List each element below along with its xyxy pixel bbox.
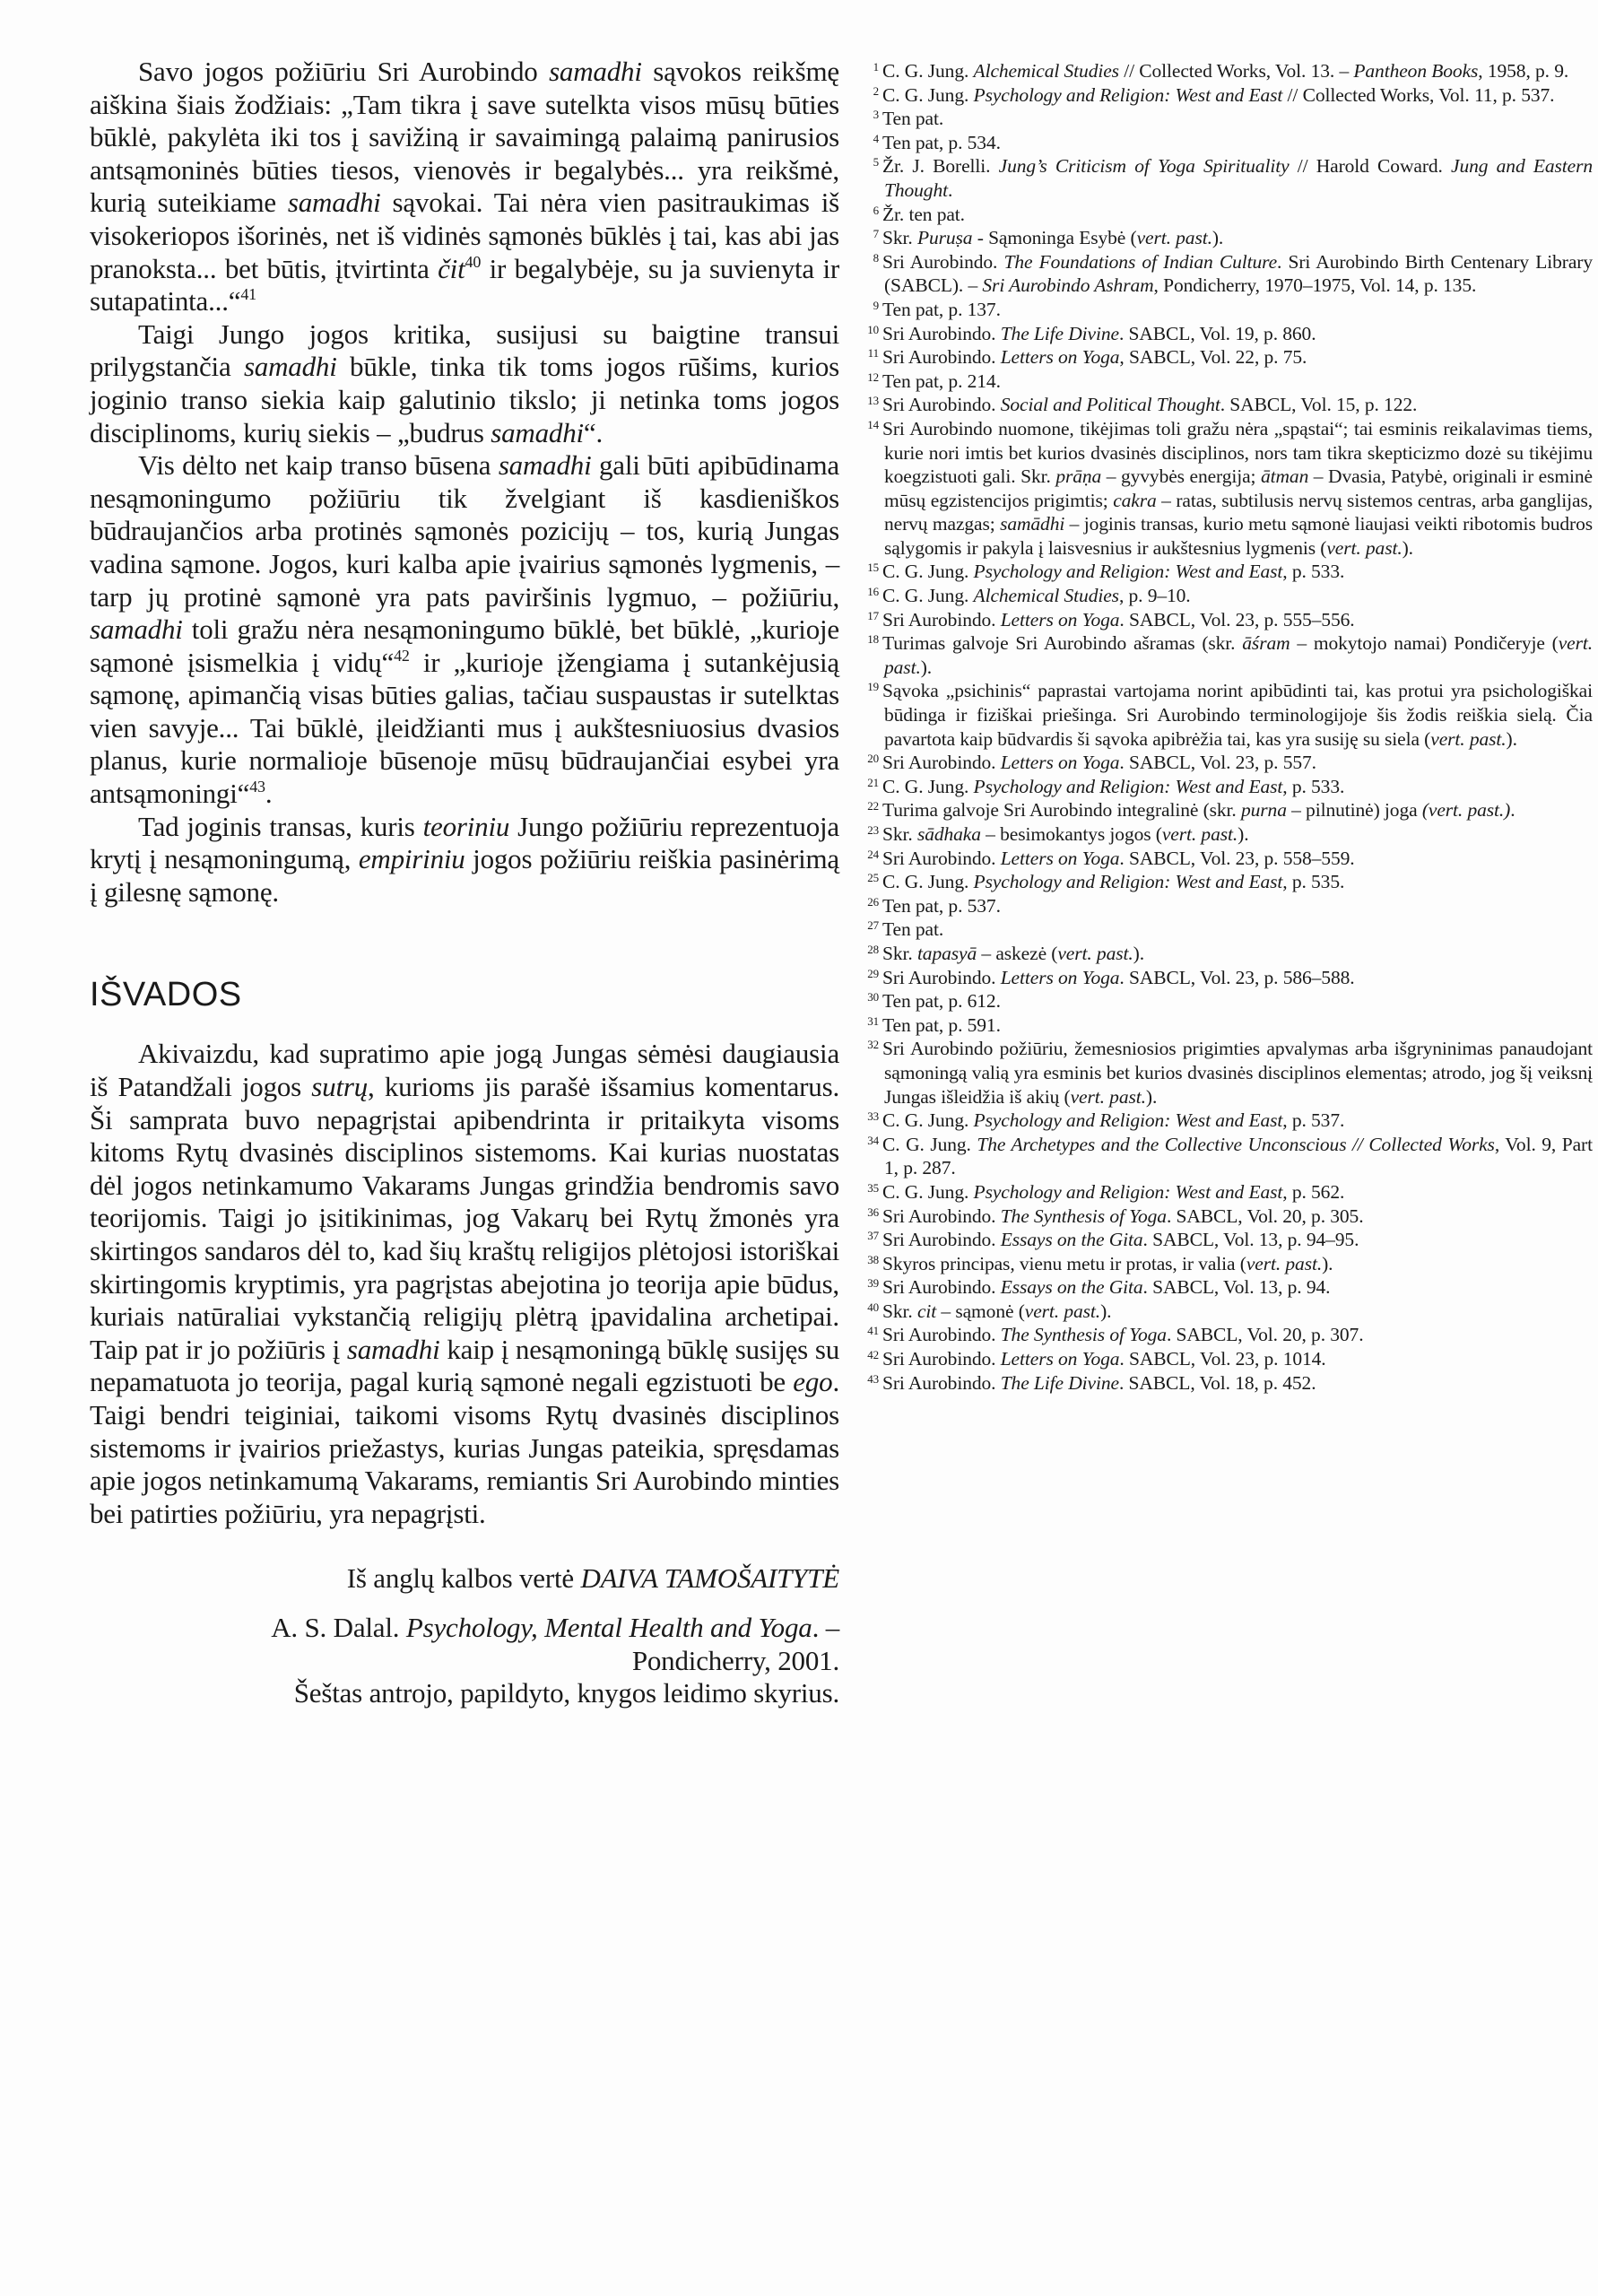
footnote-item: $^{41}$ Sri Aurobindo. The Synthesis of Yoga. SABCL, Vol. 20, p. 307. <box>867 1324 1364 1346</box>
text-run: // Collected Works, Vol. 13. – <box>1118 60 1354 82</box>
text-run: C. G. Jung. <box>882 871 974 893</box>
translator-credit <box>90 1562 839 1596</box>
footnote-item: $^8$ Sri Aurobindo. The Foundations of Indian Culture. Sri Aurobindo Birth Centenary Library (SABCL). – Sri Aurobindo Ashram, Pondicherry, 1970–1975, Vol. 14, p. 135. <box>873 250 1593 297</box>
footnote-item: $^{11}$ Sri Aurobindo. Letters on Yoga, SABCL, Vol. 22, p. 75. <box>867 346 1307 369</box>
italic-term: teoriniu <box>422 810 510 842</box>
text-run: Sri Aurobindo. <box>882 966 1001 988</box>
text-run: Turimas galvoje Sri Aurobindo ašramas (skr. <box>882 632 1243 655</box>
italic-term: āśram <box>1242 632 1290 655</box>
text-run: Sri Aurobindo. <box>882 1371 1001 1394</box>
footnote-item: $^{15}$ C. G. Jung. Psychology and Religion: West and East, p. 533. <box>867 561 1345 583</box>
text-run: ir begalybėje, su ja suvienyta ir sutapatinta...“ <box>90 252 839 317</box>
text-run: Sri Aurobindo požiūriu, žemesniosios prigimties apvalymas arba išgryninimas panaudojant sąmoningą valią yra esminis bet kurios dvasinės disciplinos elementas; atrodo, jog šį veiksnį Jungas išleidžia iš akių ( <box>882 1038 1593 1108</box>
text-run: C. G. Jung. <box>882 561 974 583</box>
footnote-item: $^{24}$ Sri Aurobindo. Letters on Yoga. SABCL, Vol. 23, p. 558–559. <box>867 847 1355 869</box>
footnote-item: $^{16}$ C. G. Jung. Alchemical Studies, p. 9–10. <box>867 585 1191 607</box>
italic-term: sutrų <box>311 1071 369 1103</box>
text-run: Ten pat, p. 591. <box>882 1013 1001 1036</box>
text-run: C. G. Jung. <box>882 1109 974 1132</box>
text-run: . SABCL, Vol. 19, p. 860. <box>1118 322 1316 344</box>
footnote-item: $^{26}$ Ten pat, p. 537. <box>867 894 1001 917</box>
italic-term: (vert. past.) <box>1421 799 1511 822</box>
text-run: C. G. Jung. <box>882 83 974 106</box>
text-run: Sri Aurobindo. <box>882 1348 1001 1370</box>
text-run: Sri Aurobindo. <box>882 394 1001 416</box>
footnote-item: $^{28}$ Skr. tapasyā – askezė (vert. past.). <box>867 942 1144 964</box>
text-run: . SABCL, Vol. 23, p. 586–588. <box>1119 966 1355 988</box>
italic-term: samadhi <box>549 56 642 87</box>
text-run: Sri Aurobindo. <box>882 1324 1001 1346</box>
text-run: , p. 537. <box>1282 1109 1345 1132</box>
text-run: C. G. Jung. <box>882 1180 974 1203</box>
footnote-item: $^3$ Ten pat. <box>873 108 944 130</box>
text-run: Skr. <box>882 1300 917 1322</box>
text-run: ). <box>1100 1300 1112 1322</box>
italic-term: The Life Divine <box>1000 322 1119 344</box>
footnote-item: $^{43}$ Sri Aurobindo. The Life Divine. SABCL, Vol. 18, p. 452. <box>867 1371 1316 1394</box>
footnote-item: $^{34}$ C. G. Jung. The Archetypes and the Collective Unconscious // Collected Works, Vol. 9, Part 1, p. 287. <box>867 1133 1593 1179</box>
text-run: Sri Aurobindo. <box>882 322 1001 344</box>
footnote-item: $^{30}$ Ten pat, p. 612. <box>867 990 1001 1013</box>
source-suffix: . – <box>812 1611 839 1643</box>
italic-term: vert. past. <box>1246 1252 1323 1274</box>
text-run: Sri Aurobindo. <box>882 1229 1001 1251</box>
italic-term: Jung and Eastern Thought <box>884 155 1593 201</box>
italic-term: Essays on the Gita <box>1000 1276 1143 1299</box>
text-run: ). <box>1133 942 1144 964</box>
italic-term: Letters on Yoga <box>1000 847 1120 869</box>
italic-term: Alchemical Studies <box>973 60 1119 82</box>
footnote-item: $^{42}$ Sri Aurobindo. Letters on Yoga. SABCL, Vol. 23, p. 1014. <box>867 1348 1326 1370</box>
text-run: ). <box>920 656 933 678</box>
source-citation <box>90 1612 839 1645</box>
italic-term: Psychology and Religion: West and East <box>973 1180 1283 1203</box>
footnote-item: $^{13}$ Sri Aurobindo. Social and Political Thought. SABCL, Vol. 15, p. 122. <box>867 394 1418 416</box>
source-author: A. S. Dalal. <box>271 1611 406 1643</box>
text-run: Ten pat, p. 137. <box>882 298 1001 320</box>
text-run: Sri Aurobindo. <box>882 847 1001 869</box>
footnote-item: $^1$ C. G. Jung. Alchemical Studies // Collected Works, Vol. 13. – Pantheon Books, 1958, p. 9. <box>873 60 1569 82</box>
text-run: Sri Aurobindo. <box>882 1276 1001 1299</box>
footnote-item: $^4$ Ten pat, p. 534. <box>873 131 1001 153</box>
footnote-item: $^{35}$ C. G. Jung. Psychology and Religion: West and East, p. 562. <box>867 1180 1345 1203</box>
text-run: , p. 533. <box>1282 561 1345 583</box>
text-run: Ten pat, p. 537. <box>882 894 1001 917</box>
text-run: “. <box>583 416 604 448</box>
text-run: , p. 9–10. <box>1118 585 1191 607</box>
text-run: C. G. Jung. <box>882 775 974 797</box>
credits-block <box>90 1562 839 1709</box>
text-run: ). <box>1238 823 1249 845</box>
footnote-item: $^7$ Skr. Puruṣa - Sąmoninga Esybė (vert. past.). <box>873 227 1224 249</box>
italic-term: vert. past. <box>1430 727 1507 750</box>
italic-term: Puruṣa <box>916 227 973 249</box>
italic-term: purna <box>1240 799 1287 822</box>
text-run: ir „kurioje įžengiama į sutankėjusią sąmonę, apimančią visas būties galias, tačiau suspaustas ir sutelktas vien savyje... Tai būklė, įleidžianti mus į aukštesniuosius dvasios planus, kurie normalioje būsenoje mūsų būdraujančiai esybei yra antsąmoningi“ <box>90 646 839 810</box>
text-run: Turima galvoje Sri Aurobindo integralinė (skr. <box>882 799 1241 822</box>
italic-term: Essays on the Gita <box>1000 1229 1143 1251</box>
text-run: . SABCL, Vol. 23, p. 557. <box>1119 752 1316 774</box>
italic-term: samādhi <box>1000 513 1065 535</box>
text-run: . <box>265 778 273 810</box>
text-run: – pilnutinė) joga <box>1286 799 1422 822</box>
italic-term: vert. past. <box>1326 536 1403 559</box>
text-run: – Dvasia, Patybė, originali ir esminė mūsų egzistencijos prigimtis; <box>884 465 1593 511</box>
footnote-item: $^{20}$ Sri Aurobindo. Letters on Yoga. SABCL, Vol. 23, p. 557. <box>867 752 1316 774</box>
footnote-item: $^{27}$ Ten pat. <box>867 918 944 941</box>
text-run: ). <box>1506 727 1517 750</box>
text-run: . SABCL, Vol. 18, p. 452. <box>1118 1371 1316 1394</box>
footnote-item: $^{37}$ Sri Aurobindo. Essays on the Gita. SABCL, Vol. 13, p. 94–95. <box>867 1229 1359 1251</box>
italic-term: Letters on Yoga <box>1000 608 1120 631</box>
italic-term: samadhi <box>346 1333 440 1365</box>
body-paragraph-1 <box>90 56 839 318</box>
italic-term: samadhi <box>491 416 584 448</box>
text-run: Skr. <box>882 942 917 964</box>
text-run: Sri Aurobindo. <box>882 1205 1001 1227</box>
text-run: Žr. J. Borelli. <box>882 155 999 178</box>
footnote-item: $^6$ Žr. ten pat. <box>873 203 965 225</box>
text-run: . Taigi bendri teiginiai, taikomi visoms Rytų dvasinės disciplinos sistemoms ir įvairios priežastys, kurias Jungas pateikia, spręsdamas apie jogos netinkamumą Vakarams, remiantis Sri Aurobindo minties bei patirties požiūriu, yra nepagrįsti. <box>90 1366 839 1529</box>
footnote-item: $^{10}$ Sri Aurobindo. The Life Divine. SABCL, Vol. 19, p. 860. <box>867 322 1316 344</box>
text-run: . SABCL, Vol. 13, p. 94. <box>1142 1276 1331 1299</box>
footnote-item: $^9$ Ten pat, p. 137. <box>873 298 1001 320</box>
text-run: Sri Aurobindo. <box>882 250 1004 273</box>
text-run: // Collected Works, Vol. 11, p. 537. <box>1282 83 1555 106</box>
text-run: kaip į nesąmoningą būklę susijęs su nepamatuota jo teorija, pagal kurią sąmonė negali egzistuoti be <box>90 1333 839 1398</box>
italic-term: Psychology and Religion: West and East <box>973 775 1283 797</box>
italic-term: Psychology and Religion: West and East <box>973 83 1283 106</box>
text-run: – askezė ( <box>977 942 1058 964</box>
footnote-item: $^{36}$ Sri Aurobindo. The Synthesis of Yoga. SABCL, Vol. 20, p. 305. <box>867 1205 1364 1227</box>
footnote-reference[interactable]: 40 <box>465 252 482 271</box>
text-run: jogos požiūriu reiškia pasinėrimą į gilesnę sąmonę. <box>90 843 839 908</box>
text-run: - Sąmoninga Esybė ( <box>972 227 1137 249</box>
footnote-reference[interactable]: 41 <box>240 285 256 304</box>
text-run: // Harold Coward. <box>1289 155 1452 178</box>
body-paragraph-3 <box>90 449 839 811</box>
main-text-column <box>90 56 839 1710</box>
text-run: Jungo požiūriu reprezentuoja krytį į nesąmoningumą, <box>90 810 839 875</box>
footnote-item: $^{38}$ Skyros principas, vienu metu ir protas, ir valia (vert. past.). <box>867 1252 1333 1274</box>
text-run: Ten pat. <box>882 918 944 941</box>
text-run: Sri Aurobindo nuomone, tikėjimas toli gražu nėra „spąstai“; tai esminis reikalavimas tiems, kurie nori imtis bet kurios dvasinės disciplinos, nors tam tikra skepticizmo dozė su tikėjimu koegzistuoti gali. Skr. <box>882 417 1593 488</box>
text-run: Sri Aurobindo. <box>882 608 1001 631</box>
source-title: Psychology, Mental Health and Yoga <box>405 1611 812 1643</box>
text-run: C. G. Jung. <box>882 60 974 82</box>
text-run: , Pondicherry, 1970–1975, Vol. 14, p. 135. <box>1153 274 1477 297</box>
italic-term: The Synthesis of Yoga <box>1000 1205 1167 1227</box>
footnote-item: $^5$ Žr. J. Borelli. Jung’s Criticism of Yoga Spirituality // Harold Coward. Jung and Eastern Thought. <box>873 155 1593 201</box>
text-run: , Vol. 9, Part 1, p. 287. <box>884 1133 1593 1179</box>
body-paragraph-2 <box>90 318 839 449</box>
italic-term: Letters on Yoga <box>1000 346 1120 369</box>
text-run: . Sri Aurobindo Birth Centenary Library (SABCL). – <box>884 250 1593 297</box>
italic-term: The Life Divine <box>1000 1371 1119 1394</box>
italic-term: cit <box>916 1300 937 1322</box>
text-run: Sri Aurobindo. <box>882 752 1001 774</box>
text-run: Savo jogos požiūriu Sri Aurobindo <box>138 56 550 87</box>
conclusion-paragraph <box>90 1038 839 1530</box>
text-run: sąvokos reikšmę aiškina šiais žodžiais: „Tam tikra į save sutelkta visos mūsų būties būklė, pakylėta iki tos į savižiną ir savaimingą palaimą panirusios antsąmoninės būties tiesos, vienovės ir begalybės... yra reikšmė, kurią suteikiame <box>90 56 839 219</box>
text-run: Tad joginis transas, kuris <box>138 810 423 842</box>
italic-term: Psychology and Religion: West and East <box>973 561 1283 583</box>
italic-term: cakra <box>1113 489 1157 511</box>
text-run: Skr. <box>882 227 917 249</box>
footnote-item: $^2$ C. G. Jung. Psychology and Religion: West and East // Collected Works, Vol. 11, p. 537. <box>873 83 1555 106</box>
footnote-item: $^{19}$ Sąvoka „psichinis“ paprastai vartojama norint apibūdinti tai, kas protui yra psichologiškai būdinga ir fiziškai priešinga. Sri Aurobindo terminologijoje šis žodis reiškia sielą. Čia pavartota kaip būdvardis ši sąvoka apibrėžia tai, kas yra susiję su siela (vert. past.). <box>867 680 1593 750</box>
text-run: . SABCL, Vol. 23, p. 555–556. <box>1119 608 1355 631</box>
footnote-item: $^{33}$ C. G. Jung. Psychology and Religion: West and East, p. 537. <box>867 1109 1345 1132</box>
text-run: . SABCL, Vol. 20, p. 305. <box>1166 1205 1364 1227</box>
text-run: Taigi Jungo jogos kritika, susijusi su baigtine transui prilygstančia <box>90 317 839 383</box>
italic-term: ego <box>793 1366 833 1398</box>
text-run: – besimokantys jogos ( <box>980 823 1162 845</box>
footnote-item: $^{21}$ C. G. Jung. Psychology and Religion: West and East, p. 533. <box>867 775 1345 797</box>
text-run: . SABCL, Vol. 15, p. 122. <box>1220 394 1418 416</box>
text-run: būkle, tinka tik toms jogos rūšims, kurios joginio transo siekia kaip galutinio tikslo; ji netinka toms jogos disciplinoms, kurių siekis – „budrus <box>90 351 839 448</box>
text-run: ). <box>1145 1085 1158 1108</box>
italic-term: Psychology and Religion: West and East <box>973 1109 1283 1132</box>
italic-term: The Synthesis of Yoga <box>1000 1324 1167 1346</box>
translator-label: Iš anglų kalbos vertė <box>346 1562 581 1595</box>
body-paragraph-4 <box>90 811 839 909</box>
text-run: toli gražu nėra nesąmoningumo būklė, bet būklė, „kurioje sąmonė įsismelkia į vidų“ <box>90 613 839 678</box>
text-run: ). <box>1402 536 1413 559</box>
italic-term: samadhi <box>498 449 592 482</box>
italic-term: vert. past. <box>884 632 1594 678</box>
text-run: , p. 562. <box>1282 1180 1345 1203</box>
italic-term: vert. past. <box>1024 1300 1101 1322</box>
text-run: Ten pat, p. 612. <box>882 990 1001 1013</box>
italic-term: vert. past. <box>1057 942 1133 964</box>
footnote-item: $^{29}$ Sri Aurobindo. Letters on Yoga. SABCL, Vol. 23, p. 586–588. <box>867 966 1355 988</box>
italic-term: Sri Aurobindo Ashram <box>982 274 1154 297</box>
italic-term: samadhi <box>287 187 381 219</box>
italic-term: vert. past. <box>1161 823 1238 845</box>
italic-term: Letters on Yoga <box>1000 752 1120 774</box>
footnote-item: $^{18}$ Turimas galvoje Sri Aurobindo ašramas (skr. āśram – mokytojo namai) Pondičeryje (vert. past.). <box>867 632 1594 678</box>
text-run: – gyvybės energija; <box>1101 465 1261 488</box>
text-run: . SABCL, Vol. 23, p. 558–559. <box>1119 847 1355 869</box>
footnote-reference[interactable]: 42 <box>394 646 410 665</box>
italic-term: Letters on Yoga <box>1000 1348 1120 1370</box>
text-run: Skr. <box>882 823 917 845</box>
italic-term: ātman <box>1260 465 1309 488</box>
footnote-item: $^{40}$ Skr. cit – sąmonė (vert. past.). <box>867 1300 1112 1322</box>
italic-term: vert. past. <box>1070 1085 1146 1108</box>
text-run: . <box>1510 799 1515 822</box>
footnote-item: $^{23}$ Skr. sādhaka – besimokantys jogos (vert. past.). <box>867 823 1249 845</box>
italic-term: The Archetypes and the Collective Unconscious // Collected Works <box>977 1133 1495 1155</box>
footnote-item: $^{12}$ Ten pat, p. 214. <box>867 370 1001 392</box>
text-run: , kurioms jis parašė išsamius komentarus. Ši samprata buvo nepagrįstai apibendrinta ir pritaikyta visoms kitoms Rytų dvasinės disciplinos sistemoms. Kai kurias nuostatas dėl jogos netinkamumo Vakarams Jungas grindžia bendromis savo teorijomis. Taigi jo įsitikinimas, jog Vakarų bei Rytų žmonės yra skirtingos sandaros dėl to, kad šių kraštų religijos plėtojosi istoriškai skirtingomis kryptimis, yra pagrįstas abejotina jo teorija apie būdus, kuriais natūraliai vykstančią religijų plėtrą įpavidalina archetipai. Taip pat ir jo požiūris į <box>90 1071 839 1365</box>
text-run: . <box>947 178 953 201</box>
text-run: , 1958, p. 9. <box>1478 60 1569 82</box>
italic-term: sādhaka <box>916 823 981 845</box>
italic-term: vert. past. <box>1136 227 1212 249</box>
italic-term: Pantheon Books <box>1353 60 1479 82</box>
footnote-item: $^{32}$ Sri Aurobindo požiūriu, žemesniosios prigimties apvalymas arba išgryninimas panaudojant sąmoningą valią yra esminis bet kurios dvasinės disciplinos elementas; atrodo, jog šį veiksnį Jungas išleidžia iš akių (vert. past.). <box>867 1038 1593 1108</box>
footnote-item: $^{22}$ Turima galvoje Sri Aurobindo integralinė (skr. purna – pilnutinė) joga (vert. past.). <box>867 799 1515 822</box>
italic-term: prāṇa <box>1055 465 1102 488</box>
text-run: Akivaizdu, kad supratimo apie jogą Jungas sėmėsi daugiausia iš Patandžali jogos <box>90 1038 839 1103</box>
text-run: gali būti apibūdinama nesąmoningumo požiūriu tik žvelgiant iš kasdieniškos būdraujančios arba protinės sąmonės pozicijų – tos, kurią Jungas vadina sąmone. Jogos, kuri kalba apie įvairius sąmonės lygmenis, – tarp jų protinė sąmonė yra pats paviršinis lygmuo, – požiūriu, <box>90 449 839 613</box>
text-run: Skyros principas, vienu metu ir protas, ir valia ( <box>882 1252 1246 1274</box>
text-run: ). <box>1212 227 1224 249</box>
italic-term: Psychology and Religion: West and East <box>973 871 1283 893</box>
footnote-item: $^{14}$ Sri Aurobindo nuomone, tikėjimas toli gražu nėra „spąstai“; tai esminis reikalavimas tiems, kurie nori imtis bet kurios dvasinės disciplinos, nors tam tikra skepticizmo dozė su tikėjimu koegzistuoti gali. Skr. prāṇa – gyvybės energija; ātman – Dvasia, Patybė, originali ir esminė mūsų egzistencijos prigimtis; cakra – ratas, subtilusis nervų sistemos centras, arba ganglijas, nervų mazgas; samādhi – joginis transas, kurio metu sąmonė liaujasi veikti ribotomis budros sąlygomis ir pakyla į laisvesnius ir aukštesnius lygmenis (vert. past.). <box>867 417 1593 559</box>
text-run: , p. 533. <box>1282 775 1345 797</box>
text-run: Ten pat, p. 214. <box>882 370 1001 392</box>
text-run: ). <box>1322 1252 1333 1274</box>
italic-term: The Foundations of Indian Culture <box>1003 250 1278 273</box>
italic-term: tapasyā <box>916 942 977 964</box>
italic-term: empiriniu <box>358 843 465 875</box>
italic-term: Alchemical Studies <box>973 585 1119 607</box>
text-run: – joginis transas, kurio metu sąmonė liaujasi veikti ribotomis budros sąlygomis ir pakyla į laisvesnius ir aukštesnius lygmenis ( <box>884 513 1593 559</box>
text-run: . SABCL, Vol. 23, p. 1014. <box>1119 1348 1326 1370</box>
text-run: C. G. Jung. <box>882 585 974 607</box>
text-run: – sąmonė ( <box>936 1300 1025 1322</box>
text-run: , p. 535. <box>1282 871 1345 893</box>
text-run: Vis dėlto net kaip transo būsena <box>138 449 499 482</box>
italic-term: Jung’s Criticism of Yoga Spirituality <box>998 155 1290 178</box>
italic-term: samadhi <box>90 613 183 646</box>
footnote-reference[interactable]: 43 <box>249 778 265 796</box>
source-note: Šeštas antrojo, papildyto, knygos leidimo skyrius. <box>293 1677 839 1709</box>
italic-term: Letters on Yoga <box>1000 966 1120 988</box>
text-run: . SABCL, Vol. 13, p. 94–95. <box>1142 1229 1359 1251</box>
text-run: Sri Aurobindo. <box>882 346 1001 369</box>
footnote-item: $^{17}$ Sri Aurobindo. Letters on Yoga. SABCL, Vol. 23, p. 555–556. <box>867 608 1355 631</box>
text-run: Sąvoka „psichinis“ paprastai vartojama norint apibūdinti tai, kas protui yra psichologiškai būdinga ir fiziškai priešinga. Sri Aurobindo terminologijoje šis žodis reiškia sielą. Čia pavartota kaip būdvardis ši sąvoka apibrėžia tai, kas yra susiję su siela ( <box>882 680 1593 750</box>
text-run: . SABCL, Vol. 20, p. 307. <box>1166 1324 1364 1346</box>
text-run: Žr. ten pat. <box>882 203 965 225</box>
source-place-year: Pondicherry, 2001. <box>631 1644 839 1676</box>
footnotes-column <box>861 59 1593 1395</box>
text-run: C. G. Jung. <box>882 1133 977 1155</box>
italic-term: Social and Political Thought <box>1000 394 1220 416</box>
text-run: Ten pat. <box>882 108 944 130</box>
text-run: Ten pat, p. 534. <box>882 131 1001 153</box>
text-run: – mokytojo namai) Pondičeryje ( <box>1290 632 1559 655</box>
text-run: sąvokai. Tai nėra vien pasitraukimas iš visokeriopos išorinės, net iš vidinės sąmonės būklės į tai, kas abi jas pranoksta... bet būtis, įtvirtinta <box>90 187 839 284</box>
text-run: , SABCL, Vol. 22, p. 75. <box>1119 346 1307 369</box>
footnote-item: $^{25}$ C. G. Jung. Psychology and Religion: West and East, p. 535. <box>867 871 1345 893</box>
italic-term: čit <box>438 252 465 284</box>
footnote-item: $^{39}$ Sri Aurobindo. Essays on the Gita. SABCL, Vol. 13, p. 94. <box>867 1276 1331 1299</box>
text-run: – ratas, subtilusis nervų sistemos centras, arba ganglijas, nervų mazgas; <box>884 489 1593 535</box>
translator-name: DAIVA TAMOŠAITYTĖ <box>580 1562 839 1595</box>
italic-term: samadhi <box>243 351 337 383</box>
footnote-item: $^{31}$ Ten pat, p. 591. <box>867 1013 1001 1036</box>
section-heading-conclusions: IŠVADOS <box>90 976 242 1014</box>
